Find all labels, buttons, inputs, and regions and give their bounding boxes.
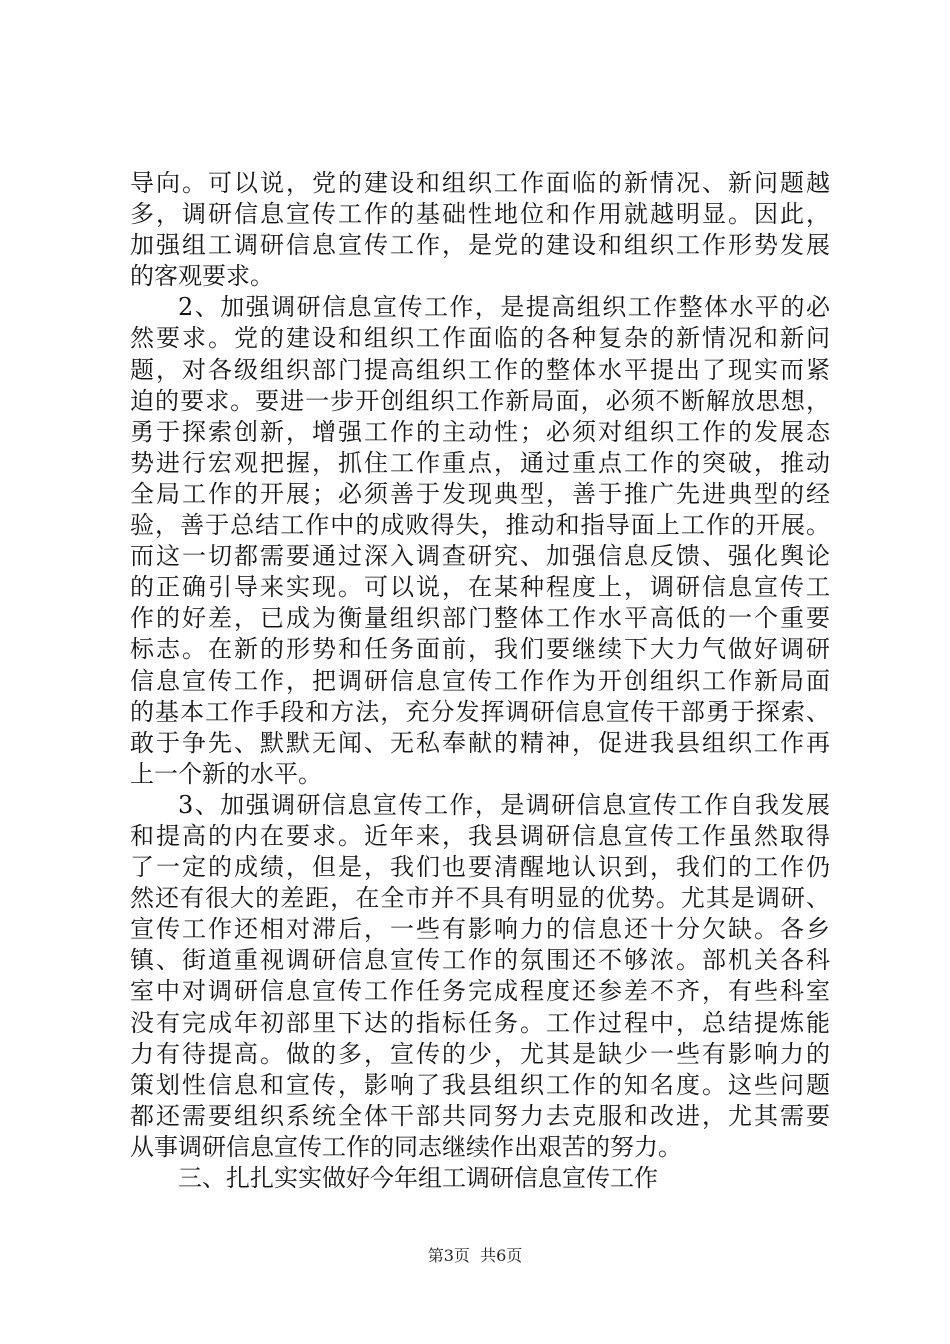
paragraph	[130, 292, 830, 790]
text-line: 而这一切都需要通过深入调查研究、加强信息反馈、强化舆论	[130, 542, 830, 571]
text-line: 了一定的成绩，但是，我们也要清醒地认识到，我们的工作仍	[130, 853, 830, 882]
page-total: 共6页	[480, 1246, 523, 1265]
text-line: 题，对各级组织部门提高组织工作的整体水平提出了现实而紧	[130, 355, 830, 384]
text-line: 和提高的内在要求。近年来，我县调研信息宣传工作虽然取得	[130, 821, 830, 850]
text-line: 镇、街道重视调研信息宣传工作的氛围还不够浓。部机关各科	[130, 946, 830, 975]
page-number: 第3页	[427, 1246, 470, 1265]
document-body	[130, 168, 830, 1194]
text-line: 从事调研信息宣传工作的同志继续作出艰苦的努力。	[130, 1132, 682, 1161]
text-line: 标志。在新的形势和任务面前，我们要继续下大力气做好调研	[130, 635, 830, 664]
text-line: 然还有很大的差距，在全市并不具有明显的优势。尤其是调研、	[130, 884, 830, 913]
paragraph	[130, 168, 830, 292]
text-line: 3、加强调研信息宣传工作，是调研信息宣传工作自我发展	[178, 790, 830, 819]
text-line: 宣传工作还相对滞后，一些有影响力的信息还十分欠缺。各乡	[130, 915, 830, 944]
text-line: 验，善于总结工作中的成败得失，推动和指导面上工作的开展。	[130, 511, 830, 540]
text-line: 都还需要组织系统全体干部共同努力去克服和改进，尤其需要	[130, 1101, 830, 1130]
text-line: 的正确引导来实现。可以说，在某种程度上，调研信息宣传工	[130, 573, 830, 602]
text-line: 势进行宏观把握，抓住工作重点，通过重点工作的突破，推动	[130, 448, 830, 477]
paragraph	[130, 790, 830, 1163]
text-line: 三、扎扎实实做好今年组工调研信息宣传工作	[178, 1164, 658, 1192]
text-line: 加强组工调研信息宣传工作，是党的建设和组织工作形势发展	[130, 231, 830, 260]
text-line: 全局工作的开展；必须善于发现典型，善于推广先进典型的经	[130, 479, 830, 508]
text-line: 敢于争先、默默无闻、无私奉献的精神，促进我县组织工作再	[130, 728, 830, 757]
text-line: 没有完成年初部里下达的指标任务。工作过程中，总结提炼能	[130, 1008, 830, 1037]
text-line: 室中对调研信息宣传工作任务完成程度还参差不齐，有些科室	[130, 977, 830, 1006]
text-line: 上一个新的水平。	[130, 759, 322, 788]
text-line: 的基本工作手段和方法，充分发挥调研信息宣传干部勇于探索、	[130, 697, 830, 726]
text-line: 导向。可以说，党的建设和组织工作面临的新情况、新问题越	[130, 169, 830, 197]
text-line: 信息宣传工作，把调研信息宣传工作作为开创组织工作新局面	[130, 666, 830, 695]
page-footer	[0, 1246, 950, 1266]
paragraph	[130, 1163, 830, 1194]
text-line: 力有待提高。做的多，宣传的少，尤其是缺少一些有影响力的	[130, 1039, 830, 1068]
text-line: 多，调研信息宣传工作的基础性地位和作用就越明显。因此，	[130, 200, 830, 229]
text-line: 2、加强调研信息宣传工作，是提高组织工作整体水平的必	[178, 293, 830, 322]
text-line: 作的好差，已成为衡量组织部门整体工作水平高低的一个重要	[130, 604, 830, 633]
text-line: 勇于探索创新，增强工作的主动性；必须对组织工作的发展态	[130, 417, 830, 446]
text-line: 然要求。党的建设和组织工作面临的各种复杂的新情况和新问	[130, 324, 830, 353]
text-line: 迫的要求。要进一步开创组织工作新局面，必须不断解放思想，	[130, 386, 830, 415]
text-line: 策划性信息和宣传，影响了我县组织工作的知名度。这些问题	[130, 1070, 830, 1099]
text-line: 的客观要求。	[130, 262, 274, 291]
